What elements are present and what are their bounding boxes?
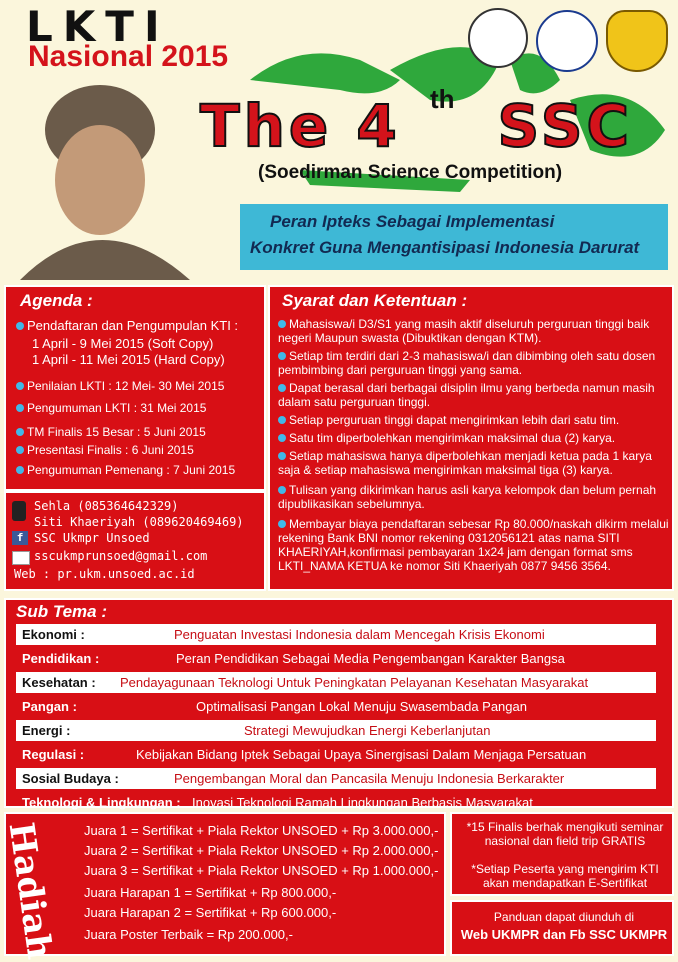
logo-ukmpr-icon	[536, 10, 598, 72]
note-sertifikat: *Setiap Peserta yang mengirim KTI akan mendapatkan E-Sertifikat	[471, 862, 659, 890]
syarat-item: Setiap perguruan tinggi dapat mengirimkan lebih dari satu tim.	[278, 413, 670, 427]
panduan-panel	[450, 900, 674, 956]
lkti-title: LKTI	[26, 2, 170, 51]
syarat-title: Syarat dan Ketentuan :	[282, 291, 468, 310]
contact-email[interactable]: sscukmprunsoed@gmail.com	[34, 549, 208, 563]
email-icon	[12, 551, 30, 565]
syarat-item: Tulisan yang dikirimkan harus asli karya kelompok dan belum pernah dipublikasikan sebelumnya.	[278, 483, 657, 511]
contact-web[interactable]: Web : pr.ukm.unsoed.ac.id	[14, 567, 195, 581]
agenda-item: Presentasi Finalis : 6 Juni 2015	[16, 443, 194, 457]
hadiah-item: Juara Poster Terbaik = Rp 200.000,-	[84, 927, 293, 942]
subtema-row: Kesehatan : Pendayagunaan Teknologi Untuk Peningkatan Pelayanan Kesehatan Masyarakat	[16, 672, 656, 693]
syarat-item: Membayar biaya pendaftaran sebesar Rp 80.000/naskah dikirm melalui rekening Bank BNI nomor rekening 0312056121 atas nama SITI KHAERIYAH,konfirmasi pembayaran 1x24 jam dengan format sms LKTI_NAMA KETUA ke nomor Siti Khaeriyah 0877 9456 3564.	[278, 517, 669, 573]
subtema-row: Teknologi & Lingkungan : Inovasi Teknologi Ramah Lingkungan Berbasis Masyarakat	[22, 795, 533, 810]
contact-panel	[4, 491, 266, 591]
agenda-item: Pengumuman LKTI : 31 Mei 2015	[16, 401, 206, 415]
logo-ssc-icon	[468, 8, 528, 68]
agenda-item: 1 April - 9 Mei 2015 (Soft Copy)	[32, 336, 214, 351]
contact-facebook[interactable]: SSC Ukmpr Unsoed	[34, 531, 150, 545]
hadiah-item: Juara 1 = Sertifikat + Piala Rektor UNSOED + Rp 3.000.000,-	[84, 823, 439, 838]
agenda-item: Pendaftaran dan Pengumpulan KTI :	[16, 319, 238, 333]
facebook-icon: f	[12, 531, 28, 545]
hadiah-item: Juara 3 = Sertifikat + Piala Rektor UNSOED + Rp 1.000.000,-	[84, 863, 439, 878]
subtema-row: Regulasi : Kebijakan Bidang Iptek Sebagai Upaya Sinergisasi Dalam Menjaga Persatuan	[22, 747, 587, 762]
ssc-ordinal: th	[430, 84, 455, 114]
hadiah-item: Juara Harapan 1 = Sertifikat + Rp 800.000,-	[84, 885, 337, 900]
syarat-item: Setiap tim terdiri dari 2-3 mahasiswa/i dan dibimbing oleh satu dosen pembimbing dari perguruan tinggi yang sama.	[278, 349, 656, 377]
contact-phone-2: Siti Khaeriyah (089620469469)	[34, 515, 244, 529]
panduan-line-2[interactable]: Web UKMPR dan Fb SSC UKMPR	[460, 927, 668, 942]
agenda-item: Penilaian LKTI : 12 Mei- 30 Mei 2015	[16, 379, 224, 393]
soedirman-portrait-graphic	[0, 70, 230, 280]
hadiah-item: Juara Harapan 2 = Sertifikat + Rp 600.000,-	[84, 905, 337, 920]
agenda-item: 1 April - 11 Mei 2015 (Hard Copy)	[32, 352, 225, 367]
panduan-line-1: Panduan dapat diunduh di	[493, 910, 635, 924]
theme-line-2: Konkret Guna Mengantisipasi Indonesia Darurat	[250, 238, 640, 257]
ssc-subtitle: (Soedirman Science Competition)	[258, 162, 563, 183]
theme-line-1: Peran Ipteks Sebagai Implementasi	[270, 212, 555, 231]
subtema-row: Energi : Strategi Mewujudkan Energi Keberlanjutan	[16, 720, 656, 741]
agenda-item: Pengumuman Pemenang : 7 Juni 2015	[16, 463, 235, 477]
logo-unsoed-icon	[606, 10, 668, 72]
agenda-item: TM Finalis 15 Besar : 5 Juni 2015	[16, 425, 206, 439]
syarat-item: Dapat berasal dari berbagai disiplin ilmu yang berbeda namun masih dalam satu perguruan tinggi.	[278, 381, 655, 409]
hadiah-notes-panel	[450, 812, 674, 896]
subtema-row: Ekonomi : Penguatan Investasi Indonesia dalam Mencegah Krisis Ekonomi	[16, 624, 656, 645]
subtema-title: Sub Tema :	[16, 602, 107, 621]
agenda-panel	[4, 285, 266, 491]
subtema-row: Sosial Budaya : Pengembangan Moral dan Pancasila Menuju Indonesia Berkarakter	[16, 768, 656, 789]
syarat-item: Mahasiswa/i D3/S1 yang masih aktif diseluruh perguruan tinggi baik negeri Maupun swasta (Dibuktikan dengan KTM).	[278, 317, 650, 345]
subtema-row: Pendidikan : Peran Pendidikan Sebagai Media Pengembangan Karakter Bangsa	[22, 651, 565, 666]
ssc-main-title: The 4 SSC	[200, 92, 634, 160]
subtema-row: Pangan : Optimalisasi Pangan Lokal Menuju Swasembada Pangan	[22, 699, 527, 714]
phone-icon	[12, 501, 26, 521]
syarat-item: Satu tim diperbolehkan mengirimkan maksimal dua (2) karya.	[278, 431, 670, 445]
contact-phone-1: Sehla (085364642329)	[34, 499, 179, 513]
syarat-panel	[268, 285, 674, 591]
agenda-title: Agenda :	[20, 291, 93, 310]
hadiah-item: Juara 2 = Sertifikat + Piala Rektor UNSOED + Rp 2.000.000,-	[84, 843, 439, 858]
syarat-item: Setiap mahasiswa hanya diperbolehkan menjadi ketua pada 1 karya saja & setiap mahasiswa mengirimkan maksimal tiga (3) karya.	[278, 449, 652, 477]
nasional-year-title: Nasional 2015	[28, 40, 229, 73]
hadiah-label: Hadiah	[0, 819, 60, 962]
note-finalis: *15 Finalis berhak mengikuti seminar nasional dan field trip GRATIS	[466, 820, 664, 848]
hadiah-panel	[0, 812, 446, 962]
